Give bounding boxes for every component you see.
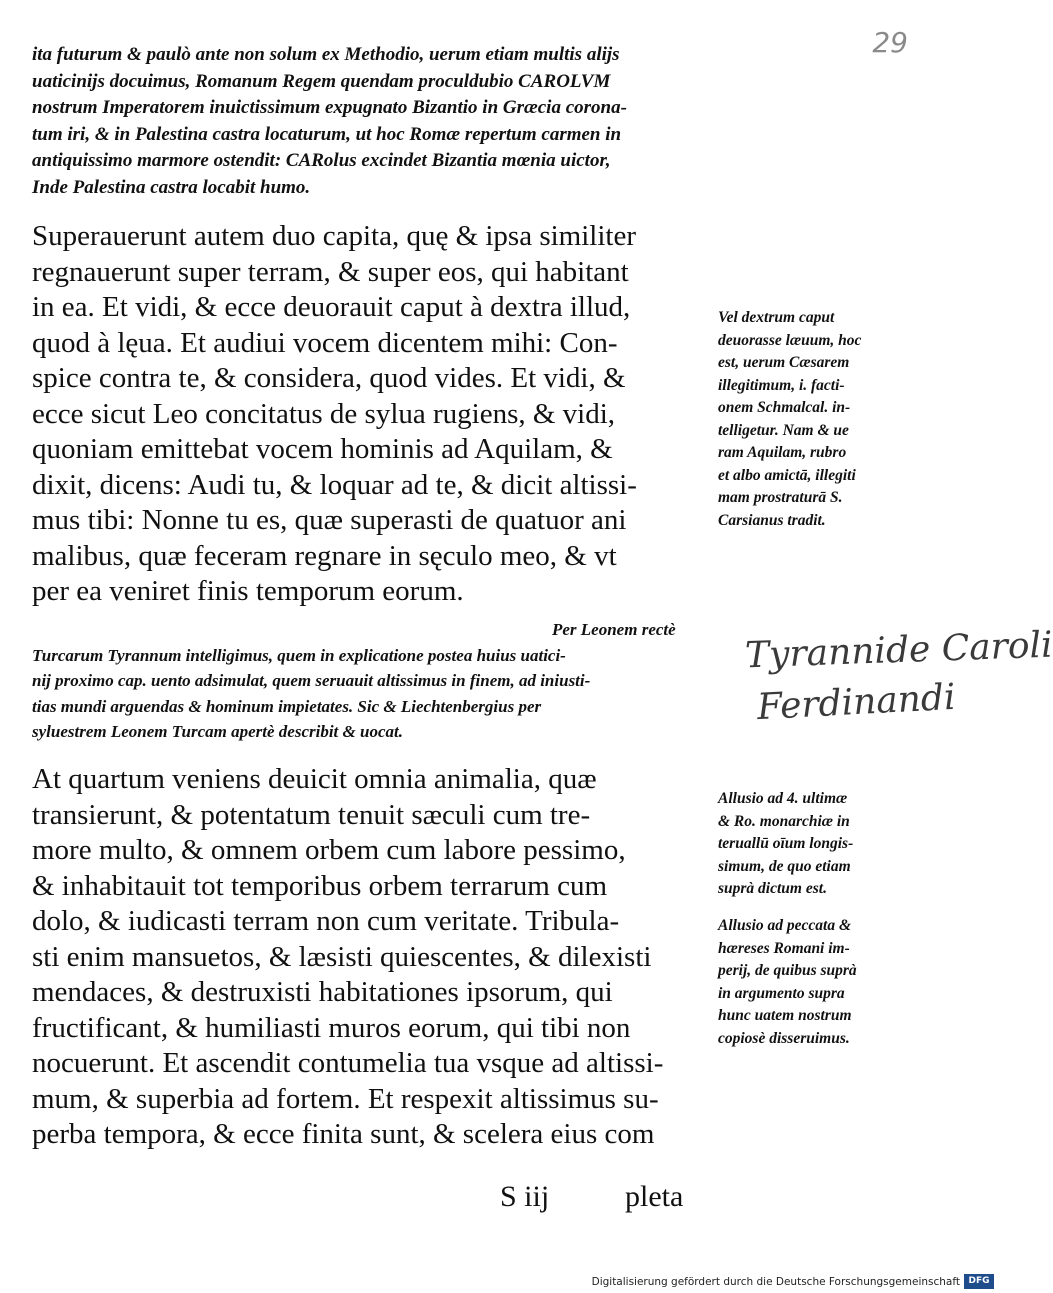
margin-line: ram Aquilam, rubro <box>718 444 847 461</box>
margin-line: telligetur. Nam & ue <box>718 421 849 439</box>
intro-line: tum iri, & in Palestina castra locaturum, ut hoc Romæ repertum carmen in <box>32 123 622 145</box>
margin-line: hunc uatem nostrum <box>718 1007 852 1024</box>
main-line: dixit, dicens: Audi tu, & loquar ad te, & dicit altissi- <box>32 468 637 501</box>
main-line: At quartum veniens deuicit omnia animalia, quæ <box>32 763 597 795</box>
comment-line: syluestrem Leonem Turcam apertè describit & uocat. <box>32 722 403 742</box>
comment-line: Turcarum Tyrannum intelligimus, quem in explicatione postea huius uatici- <box>32 645 566 665</box>
margin-note-caesar <box>718 307 918 532</box>
main-line: quod à lęua. Et audiui vocem dicentem mihi: Con- <box>32 326 618 359</box>
margin-line: illegitimum, i. facti- <box>718 376 845 394</box>
main-line: Superauerunt autem duo capita, quę & ipsa similiter <box>32 220 637 252</box>
catchword: pleta <box>625 1180 684 1213</box>
main-line: sti enim mansuetos, & læsisti quiescentes, & dilexisti <box>32 940 652 973</box>
margin-line: hæreses Romani im- <box>718 939 850 957</box>
margin-line: et albo amictā, illegiti <box>718 466 856 484</box>
main-line: spice contra te, & considera, quod vides. Et vidi, & <box>32 362 626 394</box>
main-line: mendaces, & destruxisti habitationes ipsorum, qui <box>32 976 613 1008</box>
comment-line: tias mundi arguendas & hominum impietates. Sic & Liechtenbergius per <box>32 696 542 716</box>
margin-line: Allusio ad peccata & <box>718 917 852 934</box>
margin-line: simum, de quo etiam <box>718 857 851 875</box>
intro-line: ita futurum & paulò ante non solum ex Methodio, uerum etiam multis alijs <box>32 44 620 65</box>
dfg-logo: DFG <box>964 1274 994 1289</box>
main-line: nocuerunt. Et ascendit contumelia tua vsque ad altissi- <box>32 1047 664 1079</box>
main-line: per ea veniret finis temporum eorum. <box>32 575 464 607</box>
margin-note-monarchy <box>718 788 918 901</box>
folio-number: 29 <box>872 26 908 59</box>
main-line: dolo, & iudicasti terram non cum veritate. Tribula- <box>32 905 620 937</box>
margin-line: teruallū oīum longis- <box>718 835 854 852</box>
margin-line: & Ro. monarchiæ in <box>718 812 850 830</box>
margin-note-heresies <box>718 915 918 1050</box>
intro-line: nostrum Imperatorem inuictissimum expugnato Bizantio in Græcia corona- <box>32 97 627 118</box>
handwritten-line: Ferdinandi <box>756 676 957 729</box>
margin-line: perij, de quibus suprà <box>718 962 857 979</box>
main-line: & inhabitauit tot temporibus orbem terrarum cum <box>32 869 608 902</box>
handwritten-line: Tyrannide Caroli <box>744 624 1053 677</box>
comment-line: nij proximo cap. uento adsimulat, quem seruauit altissimus in finem, ad iniusti- <box>32 671 591 691</box>
margin-line: copiosè disseruimus. <box>718 1029 850 1047</box>
main-line: transierunt, & potentatum tenuit sæculi cum tre- <box>32 798 591 831</box>
comment-line: Per Leonem rectè <box>552 620 676 639</box>
margin-line: Vel dextrum caput <box>718 309 835 326</box>
signature-mark: S iij <box>500 1180 550 1213</box>
margin-line: suprà dictum est. <box>718 880 827 897</box>
main-line: perba tempora, & ecce finita sunt, & scelera eius com <box>32 1118 655 1150</box>
handwritten-annotation <box>735 622 1053 762</box>
leo-commentary <box>32 617 722 745</box>
main-line: malibus, quæ feceram regnare in sęculo meo, & vt <box>32 539 617 572</box>
margin-line: deuorasse læuum, hoc <box>718 331 862 349</box>
main-text-first <box>32 219 722 610</box>
intro-line: uaticinijs docuimus, Romanum Regem quendam proculdubio CAROLVM <box>32 70 611 92</box>
main-line: in ea. Et vidi, & ecce deuorauit caput à dextra illud, <box>32 291 631 323</box>
intro-line: antiquissimo marmore ostendit: CARolus excindet Bizantia mœnia uictor, <box>32 150 611 171</box>
intro-commentary <box>32 42 722 201</box>
main-line: quoniam emittebat vocem hominis ad Aquilam, & <box>32 433 613 465</box>
margin-line: in argumento supra <box>718 984 845 1002</box>
intro-line: Inde Palestina castra locabit humo. <box>32 176 311 198</box>
main-line: mus tibi: Nonne tu es, quæ superasti de quatuor ani <box>32 504 627 536</box>
margin-line: est, uerum Cæsarem <box>718 354 850 371</box>
main-line: more multo, & omnem orbem cum labore pessimo, <box>32 834 626 866</box>
main-line: regnauerunt super terram, & super eos, qui habitant <box>32 255 629 288</box>
margin-line: Carsianus tradit. <box>718 511 826 529</box>
margin-line: onem Schmalcal. in- <box>718 399 851 416</box>
main-text-second <box>32 762 722 1153</box>
main-line: ecce sicut Leo concitatus de sylua rugiens, & vidi, <box>32 397 616 430</box>
digitization-credit: Digitalisierung gefördert durch die Deutsche Forschungsgemeinschaft <box>591 1276 960 1288</box>
margin-line: Allusio ad 4. ultimæ <box>718 790 848 807</box>
main-line: mum, & superbia ad fortem. Et respexit altissimus su- <box>32 1082 659 1115</box>
main-line: fructificant, & humiliasti muros eorum, qui tibi non <box>32 1011 631 1044</box>
margin-line: mam prostraturā S. <box>718 489 843 506</box>
